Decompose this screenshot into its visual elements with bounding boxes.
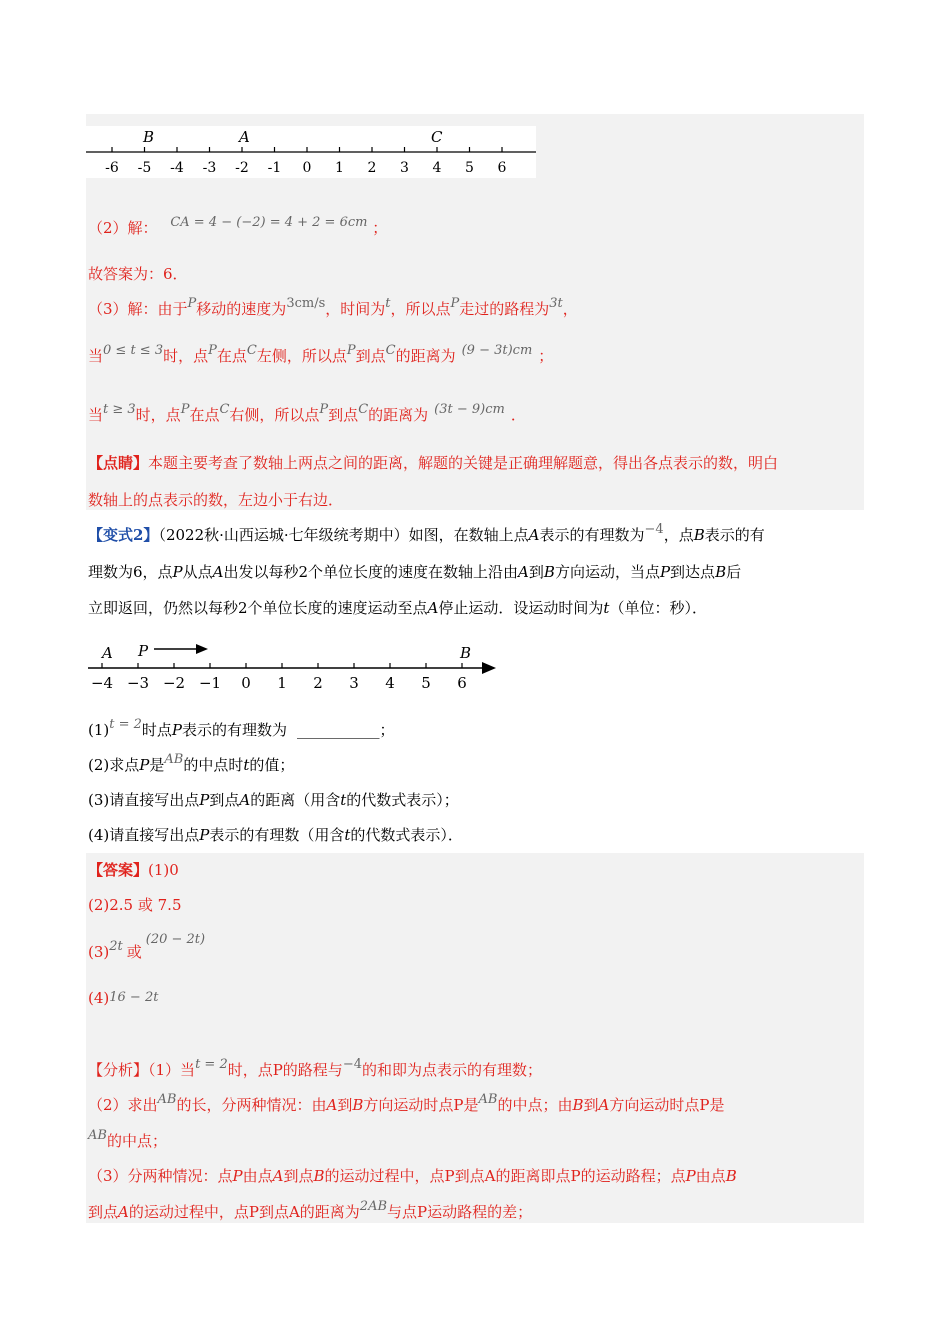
sol-l1-C2: C (385, 343, 396, 358)
q3-c: 的距离（用含 (250, 791, 341, 809)
sol-p3-b: 移动的速度为 (196, 300, 287, 318)
variant-l2-A2: A (518, 563, 529, 581)
variant-l3-A: A (427, 599, 439, 617)
nl1-tick-label: 3 (400, 160, 409, 176)
analysis-l1-m: t = 2 (195, 1057, 228, 1072)
q3-a: (3)请直接写出点 (88, 791, 200, 809)
nl2-tick-label: −1 (198, 674, 222, 692)
q1-a: (1) (88, 721, 110, 739)
q3-b: 到点 (209, 791, 240, 809)
variant-l2-f: 到达点 (670, 563, 716, 581)
variant-l3-a: 立即返回，仍然以每秒2个单位长度的速度运动至点 (88, 599, 428, 617)
sol-l2-b: 时，点 (135, 406, 181, 424)
q3-P: P (199, 791, 210, 809)
comment-line2: 数轴上的点表示的数，左边小于右边． (88, 491, 344, 509)
sol-p3-P2: P (450, 296, 460, 311)
sol-l1-cond: 0 ≤ t ≤ 3 (103, 343, 164, 358)
q3-t: t (340, 791, 347, 809)
sol-l2-c: 在点 (189, 406, 220, 424)
sol-l2-cond: t ≥ 3 (103, 402, 136, 417)
variant-l2-b: 从点 (182, 563, 213, 581)
sol-p2-prefix: （2）解： (88, 219, 158, 237)
answer-tag: 【答案】 (88, 861, 149, 879)
analysis-l5-c: 与点P运动路程的差； (387, 1203, 533, 1221)
analysis-l5-a: 到点 (88, 1203, 119, 1221)
comment-text-1: 本题主要考查了数轴上两点之间的距离，解题的关键是正确理解题意，得出各点表示的数，明白 (148, 454, 779, 472)
answer-1-text: (1)0 (148, 861, 179, 879)
q2-AB: AB (164, 752, 184, 767)
analysis-l4-B: B (313, 1167, 325, 1185)
analysis-l4-e: 由点 (695, 1167, 726, 1185)
variant-l2-g: 后 (726, 563, 742, 581)
nl2-tick-label: 5 (421, 674, 431, 692)
variant-l2-e: 方向运动，当点 (554, 563, 660, 581)
analysis-4 (88, 1166, 737, 1186)
analysis-l2-a: （2）求出 (88, 1096, 158, 1114)
question-1 (88, 717, 395, 742)
analysis-l3-b: 的中点； (106, 1132, 167, 1150)
nl1-tick-label: 5 (465, 160, 474, 176)
nl2-tick-label: 1 (277, 674, 287, 692)
variant-l1-b: 表示的有理数为 (539, 526, 645, 544)
nl1-label-A: A (239, 128, 250, 146)
nl1-tick-label: -1 (267, 160, 282, 176)
analysis-1 (88, 1057, 542, 1082)
nl1-tick-label: -2 (235, 160, 249, 176)
q1-blank: ___________ (297, 721, 380, 739)
analysis-3 (88, 1128, 167, 1153)
nl1-tick-label: 2 (367, 160, 377, 176)
nl1-tick-label: -3 (202, 160, 217, 176)
analysis-l2-B2: B (572, 1096, 584, 1114)
question-2 (88, 752, 295, 777)
variant-l2-P2: P (659, 563, 671, 581)
variant-l3-t: t (603, 599, 610, 617)
nl1-tick-label: 1 (335, 160, 344, 176)
question-3 (88, 790, 459, 810)
answer-4-m: 16 − 2t (109, 990, 159, 1005)
solution-case1 (88, 343, 554, 368)
nl2-tick-label: 2 (313, 674, 323, 692)
nl1-tick-label: 4 (432, 160, 442, 176)
nl1-tick-label: 6 (497, 160, 507, 176)
analysis-l2-e: 的中点；由 (497, 1096, 573, 1114)
answer-4-prefix: (4) (88, 989, 110, 1007)
q3-A: A (239, 791, 251, 809)
solution-part3 (88, 296, 578, 321)
sol-l1-P: P (208, 343, 217, 358)
nl2-tick-label: −3 (126, 674, 150, 692)
axis-arrow-icon (482, 662, 496, 674)
variant-l1-d: 表示的有 (704, 526, 765, 544)
analysis-l2-B: B (352, 1096, 364, 1114)
sol-l2-P2: P (319, 402, 329, 417)
analysis-l2-A: A (326, 1096, 338, 1114)
sol-l1-f: 的距离为 (395, 347, 456, 365)
sol-p3-P: P (187, 296, 197, 311)
answer-3 (88, 932, 206, 964)
number-line-2-svg (86, 636, 506, 700)
analysis-l2-AB: AB (157, 1092, 177, 1107)
variant-tag: 【变式2】 (88, 526, 159, 544)
sol-l2-d: 右侧，所以点 (229, 406, 320, 424)
q2-c: 的中点时 (183, 756, 244, 774)
nl2-label-B: B (460, 644, 472, 662)
nl2-label-A: A (102, 644, 113, 662)
solution-part2 (88, 215, 388, 240)
variant-l1-c: ，点 (663, 526, 694, 544)
q4-b: 表示的有理数（用含 (209, 826, 345, 844)
analysis-l4-d: 的运动过程中，点P到点A的距离即点P的运动路程；点 (324, 1167, 686, 1185)
variant-l1-B: B (693, 526, 705, 544)
sol-p3-d: ，所以点 (390, 300, 451, 318)
q2-b: 是 (149, 756, 165, 774)
variant-l3-c: （单位：秒）． (609, 599, 707, 617)
q4-P: P (199, 826, 210, 844)
nl1-label-B: B (143, 128, 155, 146)
sol-p3-f: ， (562, 300, 578, 318)
analysis-tag: 【分析】 (88, 1061, 149, 1079)
analysis-l2-c2: 到 (583, 1096, 599, 1114)
variant-l1-A: A (528, 526, 540, 544)
sol-p3-t: t (385, 296, 391, 311)
answer-1 (88, 860, 179, 880)
sol-l1-P2: P (346, 343, 356, 358)
analysis-l1-c: 的和即为点表示的有理数； (361, 1061, 542, 1079)
q4-a: (4)请直接写出点 (88, 826, 200, 844)
sol-p3-e: 走过的路程为 (459, 300, 550, 318)
sol-l1-e: 到点 (355, 347, 386, 365)
variant-l2-B: B (543, 563, 555, 581)
nl1-tick-label: -6 (105, 160, 119, 176)
sol-p2-math: CA = 4 − (−2) = 4 + 2 = 6cm (170, 215, 368, 230)
q1-d: ； (379, 721, 395, 739)
analysis-l4-c: 到点 (283, 1167, 314, 1185)
nl2-tick-label: −4 (90, 674, 114, 692)
variant-l2-B2: B (715, 563, 727, 581)
nl2-tick-label: −2 (162, 674, 186, 692)
q2-d: 的值； (249, 756, 295, 774)
motion-arrowhead-icon (196, 644, 208, 654)
variant-line3 (88, 598, 707, 618)
analysis-l2-c: 到 (337, 1096, 353, 1114)
sol-l2-g: ． (510, 406, 526, 424)
analysis-l2-A2: A (598, 1096, 610, 1114)
q2-t: t (243, 756, 250, 774)
sol-l2-e: 到点 (328, 406, 359, 424)
sol-l2-P: P (180, 402, 190, 417)
nl2-tick-label: 6 (457, 674, 467, 692)
sol-l1-b: 时，点 (163, 347, 209, 365)
variant-l2-P: P (172, 563, 183, 581)
sol-l1-a: 当 (88, 347, 104, 365)
analysis-l4-P: P (232, 1167, 243, 1185)
comment-tag: 【点睛】 (88, 454, 149, 472)
answer-3-m1: 2t (109, 939, 123, 954)
variant-l2-a: 理数为6，点 (88, 563, 173, 581)
nl2-tick-label: 3 (349, 674, 359, 692)
variant-l2-A: A (212, 563, 224, 581)
sol-p3-c: ，时间为 (325, 300, 386, 318)
number-line-1 (86, 126, 536, 178)
variant-line2 (88, 562, 741, 582)
analysis-l5-b: 的运动过程中，点P到点A的距离为 (128, 1203, 360, 1221)
sol-l1-g: ； (538, 347, 554, 365)
comment-line1 (88, 453, 778, 473)
sol-l1-expr: (9 − 3t)cm (461, 343, 533, 358)
variant-line1 (88, 522, 765, 547)
analysis-5 (88, 1199, 533, 1224)
sol-l1-d: 左侧，所以点 (256, 347, 347, 365)
number-line-2 (86, 636, 506, 700)
answer-4 (88, 988, 158, 1010)
sol-p2-suffix: ； (372, 219, 388, 237)
q3-d: 的代数式表示）； (346, 791, 459, 809)
sol-p3-speed: 3cm/s (286, 296, 326, 311)
nl2-tick-label: 4 (385, 674, 395, 692)
number-line-1-svg (86, 126, 536, 178)
question-4 (88, 825, 463, 845)
q1-c: 表示的有理数为 (182, 721, 288, 739)
analysis-l5-A: A (118, 1203, 129, 1221)
analysis-l4-A: A (272, 1167, 284, 1185)
analysis-l2-d: 方向运动时点P是 (363, 1096, 479, 1114)
analysis-l3-AB: AB (88, 1128, 107, 1143)
nl1-tick-label: -4 (170, 160, 184, 176)
q4-t: t (344, 826, 351, 844)
answer-3-or: 或 (126, 943, 142, 961)
sol-l2-C: C (219, 402, 230, 417)
variant-l2-c: 出发以每秒2个单位长度的速度在数轴上沿由 (223, 563, 519, 581)
analysis-l1-b: 时，点P的路程与 (227, 1061, 343, 1079)
sol-l2-f: 的距离为 (368, 406, 429, 424)
q1-b: 时点 (141, 721, 172, 739)
analysis-l4-a: （3）分两种情况：点 (88, 1167, 233, 1185)
nl2-tick-label: 0 (241, 674, 251, 692)
solution-answer: 故答案为：6． (88, 265, 188, 283)
nl2-label-P: P (138, 642, 149, 660)
sol-l2-C2: C (358, 402, 369, 417)
analysis-2 (88, 1092, 725, 1117)
q2-P: P (139, 756, 150, 774)
answer-3-m2: (20 − 2t) (145, 932, 206, 947)
sol-l2-expr: (3t − 9)cm (434, 402, 505, 417)
nl1-tick-label: -5 (137, 160, 152, 176)
sol-l2-a: 当 (88, 406, 104, 424)
answer-2: (2)2.5 或 7.5 (88, 896, 182, 914)
q2-a: (2)求点 (88, 756, 140, 774)
analysis-l2-f: 方向运动时点P是 (609, 1096, 725, 1114)
analysis-l4-P2: P (685, 1167, 696, 1185)
q4-c: 的代数式表示）． (350, 826, 463, 844)
variant-l1-a: （2022秋·山西运城·七年级统考期中）如图，在数轴上点 (158, 526, 529, 544)
q1-math: t = 2 (109, 717, 142, 732)
answer-3-prefix: (3) (88, 943, 110, 961)
nl1-label-C: C (431, 128, 443, 146)
sol-l1-C: C (246, 343, 257, 358)
sol-l1-c: 在点 (216, 347, 247, 365)
analysis-l4-B2: B (725, 1167, 737, 1185)
sol-p3-dist: 3t (549, 296, 563, 311)
analysis-l1-a: （1）当 (148, 1061, 196, 1079)
analysis-l5-2AB: 2AB (359, 1199, 388, 1214)
variant-l3-b: 停止运动．设运动时间为 (438, 599, 604, 617)
variant-l1-neg4: −4 (644, 522, 664, 537)
solution-case2 (88, 402, 526, 427)
sol-p3-a: （3）解：由于 (88, 300, 188, 318)
analysis-l4-b: 由点 (242, 1167, 273, 1185)
analysis-l1-m2: −4 (342, 1057, 362, 1072)
q1-P: P (171, 721, 183, 739)
variant-l2-d: 到 (528, 563, 544, 581)
nl1-tick-label: 0 (302, 160, 312, 176)
analysis-l2-AB2: AB (478, 1092, 498, 1107)
analysis-l2-b: 的长，分两种情况：由 (176, 1096, 327, 1114)
